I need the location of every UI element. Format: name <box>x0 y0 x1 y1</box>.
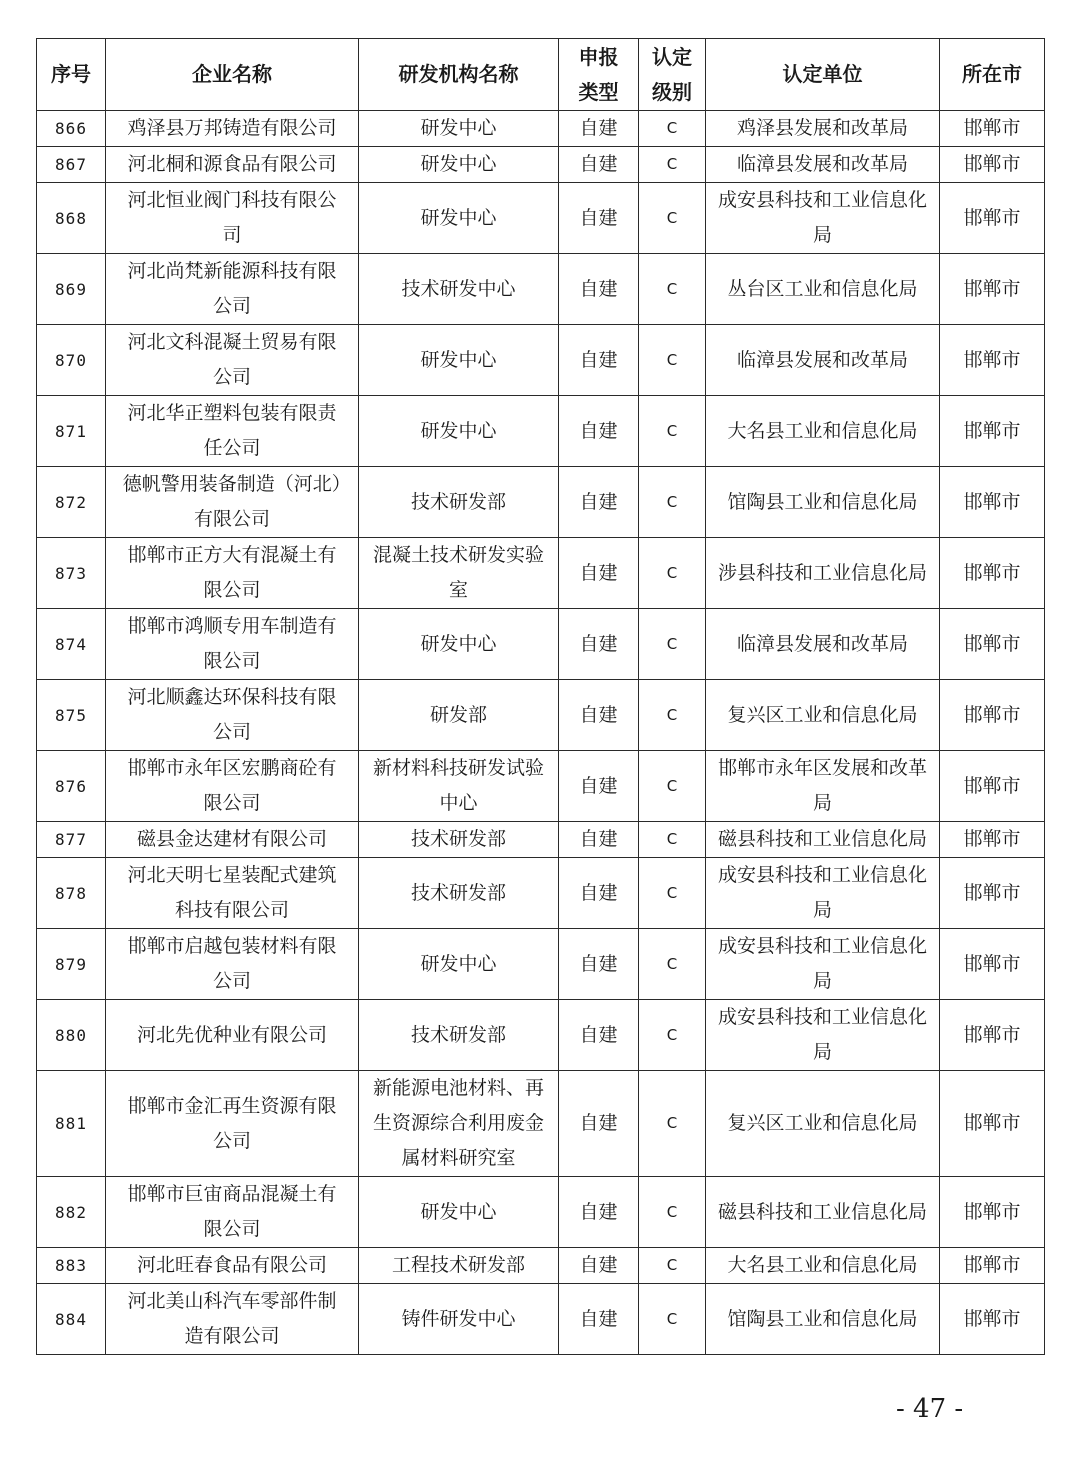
cell-city: 邯郸市 <box>940 1284 1045 1355</box>
cell-unit: 磁县科技和工业信息化局 <box>706 1177 940 1248</box>
cell-type: 自建 <box>559 538 639 609</box>
cell-institution: 研发中心 <box>359 111 559 147</box>
table-header-row <box>37 39 1045 111</box>
table-row <box>37 538 1045 609</box>
cell-institution: 研发中心 <box>359 396 559 467</box>
cell-level: C <box>639 680 706 751</box>
cell-institution: 技术研发中心 <box>359 254 559 325</box>
cell-level: C <box>639 1000 706 1071</box>
cell-institution: 研发中心 <box>359 609 559 680</box>
cell-seq: 868 <box>37 183 106 254</box>
cell-type: 自建 <box>559 396 639 467</box>
cell-institution: 研发中心 <box>359 183 559 254</box>
header-city: 所在市 <box>940 39 1045 111</box>
cell-level: C <box>639 1284 706 1355</box>
cell-type: 自建 <box>559 858 639 929</box>
cell-company: 河北桐和源食品有限公司 <box>106 147 359 183</box>
cell-unit: 鸡泽县发展和改革局 <box>706 111 940 147</box>
cell-city: 邯郸市 <box>940 538 1045 609</box>
table-row <box>37 1284 1045 1355</box>
cell-seq: 876 <box>37 751 106 822</box>
cell-institution: 研发中心 <box>359 1177 559 1248</box>
cell-company: 河北天明七星装配式建筑科技有限公司 <box>106 858 359 929</box>
cell-unit: 磁县科技和工业信息化局 <box>706 822 940 858</box>
cell-unit: 成安县科技和工业信息化局 <box>706 858 940 929</box>
cell-company: 河北美山科汽车零部件制造有限公司 <box>106 1284 359 1355</box>
cell-seq: 881 <box>37 1071 106 1177</box>
cell-unit: 临漳县发展和改革局 <box>706 325 940 396</box>
cell-city: 邯郸市 <box>940 183 1045 254</box>
cell-unit: 复兴区工业和信息化局 <box>706 680 940 751</box>
cell-type: 自建 <box>559 325 639 396</box>
cell-company: 邯郸市正方大有混凝土有限公司 <box>106 538 359 609</box>
cell-institution: 技术研发部 <box>359 1000 559 1071</box>
cell-unit: 馆陶县工业和信息化局 <box>706 1284 940 1355</box>
cell-institution: 研发部 <box>359 680 559 751</box>
header-unit: 认定单位 <box>706 39 940 111</box>
table-row <box>37 325 1045 396</box>
cell-unit: 邯郸市永年区发展和改革局 <box>706 751 940 822</box>
cell-company: 邯郸市巨宙商品混凝土有限公司 <box>106 1177 359 1248</box>
cell-city: 邯郸市 <box>940 1000 1045 1071</box>
cell-type: 自建 <box>559 111 639 147</box>
cell-seq: 878 <box>37 858 106 929</box>
cell-company: 河北顺鑫达环保科技有限公司 <box>106 680 359 751</box>
header-seq: 序号 <box>37 39 106 111</box>
page-number: - 47 - <box>896 1394 964 1424</box>
table-row <box>37 467 1045 538</box>
cell-city: 邯郸市 <box>940 751 1045 822</box>
cell-company: 河北先优种业有限公司 <box>106 1000 359 1071</box>
cell-unit: 涉县科技和工业信息化局 <box>706 538 940 609</box>
cell-unit: 复兴区工业和信息化局 <box>706 1071 940 1177</box>
cell-institution: 研发中心 <box>359 325 559 396</box>
cell-level: C <box>639 254 706 325</box>
cell-city: 邯郸市 <box>940 1177 1045 1248</box>
cell-type: 自建 <box>559 147 639 183</box>
cell-type: 自建 <box>559 183 639 254</box>
cell-company: 邯郸市永年区宏鹏商砼有限公司 <box>106 751 359 822</box>
cell-city: 邯郸市 <box>940 147 1045 183</box>
cell-company: 德帆警用装备制造（河北）有限公司 <box>106 467 359 538</box>
cell-seq: 883 <box>37 1248 106 1284</box>
cell-company: 鸡泽县万邦铸造有限公司 <box>106 111 359 147</box>
cell-level: C <box>639 538 706 609</box>
cell-level: C <box>639 325 706 396</box>
cell-company: 河北尚梵新能源科技有限公司 <box>106 254 359 325</box>
cell-level: C <box>639 1248 706 1284</box>
cell-unit: 成安县科技和工业信息化局 <box>706 183 940 254</box>
cell-type: 自建 <box>559 1177 639 1248</box>
cell-level: C <box>639 467 706 538</box>
cell-city: 邯郸市 <box>940 609 1045 680</box>
header-company: 企业名称 <box>106 39 359 111</box>
cell-institution: 工程技术研发部 <box>359 1248 559 1284</box>
cell-unit: 成安县科技和工业信息化局 <box>706 929 940 1000</box>
cell-type: 自建 <box>559 1248 639 1284</box>
cell-level: C <box>639 147 706 183</box>
cell-level: C <box>639 822 706 858</box>
header-level: 认定级别 <box>639 39 706 111</box>
table-row <box>37 254 1045 325</box>
cell-unit: 临漳县发展和改革局 <box>706 147 940 183</box>
table-row <box>37 183 1045 254</box>
cell-city: 邯郸市 <box>940 1248 1045 1284</box>
cell-type: 自建 <box>559 751 639 822</box>
cell-type: 自建 <box>559 467 639 538</box>
cell-unit: 大名县工业和信息化局 <box>706 396 940 467</box>
cell-seq: 871 <box>37 396 106 467</box>
table-row <box>37 1000 1045 1071</box>
table-row <box>37 609 1045 680</box>
header-institution: 研发机构名称 <box>359 39 559 111</box>
cell-company: 河北文科混凝土贸易有限公司 <box>106 325 359 396</box>
cell-seq: 872 <box>37 467 106 538</box>
table-row <box>37 680 1045 751</box>
cell-type: 自建 <box>559 822 639 858</box>
cell-institution: 技术研发部 <box>359 467 559 538</box>
cell-seq: 873 <box>37 538 106 609</box>
header-type: 申报类型 <box>559 39 639 111</box>
cell-city: 邯郸市 <box>940 822 1045 858</box>
cell-seq: 870 <box>37 325 106 396</box>
cell-level: C <box>639 609 706 680</box>
table-row <box>37 929 1045 1000</box>
table-row <box>37 858 1045 929</box>
cell-city: 邯郸市 <box>940 858 1045 929</box>
table-row <box>37 396 1045 467</box>
cell-city: 邯郸市 <box>940 1071 1045 1177</box>
cell-city: 邯郸市 <box>940 325 1045 396</box>
cell-level: C <box>639 396 706 467</box>
table-row <box>37 147 1045 183</box>
cell-level: C <box>639 1177 706 1248</box>
table-row <box>37 1071 1045 1177</box>
cell-unit: 成安县科技和工业信息化局 <box>706 1000 940 1071</box>
cell-type: 自建 <box>559 680 639 751</box>
cell-seq: 866 <box>37 111 106 147</box>
cell-type: 自建 <box>559 254 639 325</box>
cell-seq: 879 <box>37 929 106 1000</box>
cell-company: 邯郸市鸿顺专用车制造有限公司 <box>106 609 359 680</box>
cell-type: 自建 <box>559 609 639 680</box>
cell-institution: 技术研发部 <box>359 822 559 858</box>
cell-type: 自建 <box>559 1284 639 1355</box>
cell-level: C <box>639 183 706 254</box>
enterprise-rd-table <box>36 38 1045 1355</box>
cell-city: 邯郸市 <box>940 467 1045 538</box>
table-row <box>37 1248 1045 1284</box>
cell-institution: 研发中心 <box>359 147 559 183</box>
cell-level: C <box>639 751 706 822</box>
cell-city: 邯郸市 <box>940 111 1045 147</box>
cell-type: 自建 <box>559 1071 639 1177</box>
cell-company: 邯郸市金汇再生资源有限公司 <box>106 1071 359 1177</box>
cell-seq: 884 <box>37 1284 106 1355</box>
cell-seq: 869 <box>37 254 106 325</box>
cell-level: C <box>639 111 706 147</box>
cell-unit: 丛台区工业和信息化局 <box>706 254 940 325</box>
cell-city: 邯郸市 <box>940 929 1045 1000</box>
cell-city: 邯郸市 <box>940 396 1045 467</box>
cell-company: 邯郸市启越包装材料有限公司 <box>106 929 359 1000</box>
cell-seq: 874 <box>37 609 106 680</box>
cell-city: 邯郸市 <box>940 254 1045 325</box>
cell-unit: 大名县工业和信息化局 <box>706 1248 940 1284</box>
cell-seq: 867 <box>37 147 106 183</box>
cell-seq: 882 <box>37 1177 106 1248</box>
cell-unit: 馆陶县工业和信息化局 <box>706 467 940 538</box>
cell-seq: 875 <box>37 680 106 751</box>
table-row <box>37 111 1045 147</box>
cell-level: C <box>639 1071 706 1177</box>
cell-institution: 研发中心 <box>359 929 559 1000</box>
cell-company: 河北旺春食品有限公司 <box>106 1248 359 1284</box>
cell-level: C <box>639 929 706 1000</box>
cell-city: 邯郸市 <box>940 680 1045 751</box>
cell-company: 河北恒业阀门科技有限公司 <box>106 183 359 254</box>
cell-type: 自建 <box>559 1000 639 1071</box>
cell-institution: 技术研发部 <box>359 858 559 929</box>
cell-seq: 877 <box>37 822 106 858</box>
cell-seq: 880 <box>37 1000 106 1071</box>
table-row <box>37 822 1045 858</box>
cell-company: 磁县金达建材有限公司 <box>106 822 359 858</box>
cell-company: 河北华正塑料包装有限责任公司 <box>106 396 359 467</box>
cell-institution: 新能源电池材料、再生资源综合利用废金属材料研究室 <box>359 1071 559 1177</box>
cell-institution: 混凝土技术研发实验室 <box>359 538 559 609</box>
cell-institution: 新材料科技研发试验中心 <box>359 751 559 822</box>
cell-unit: 临漳县发展和改革局 <box>706 609 940 680</box>
cell-type: 自建 <box>559 929 639 1000</box>
cell-level: C <box>639 858 706 929</box>
table-row <box>37 751 1045 822</box>
table-row <box>37 1177 1045 1248</box>
cell-institution: 铸件研发中心 <box>359 1284 559 1355</box>
